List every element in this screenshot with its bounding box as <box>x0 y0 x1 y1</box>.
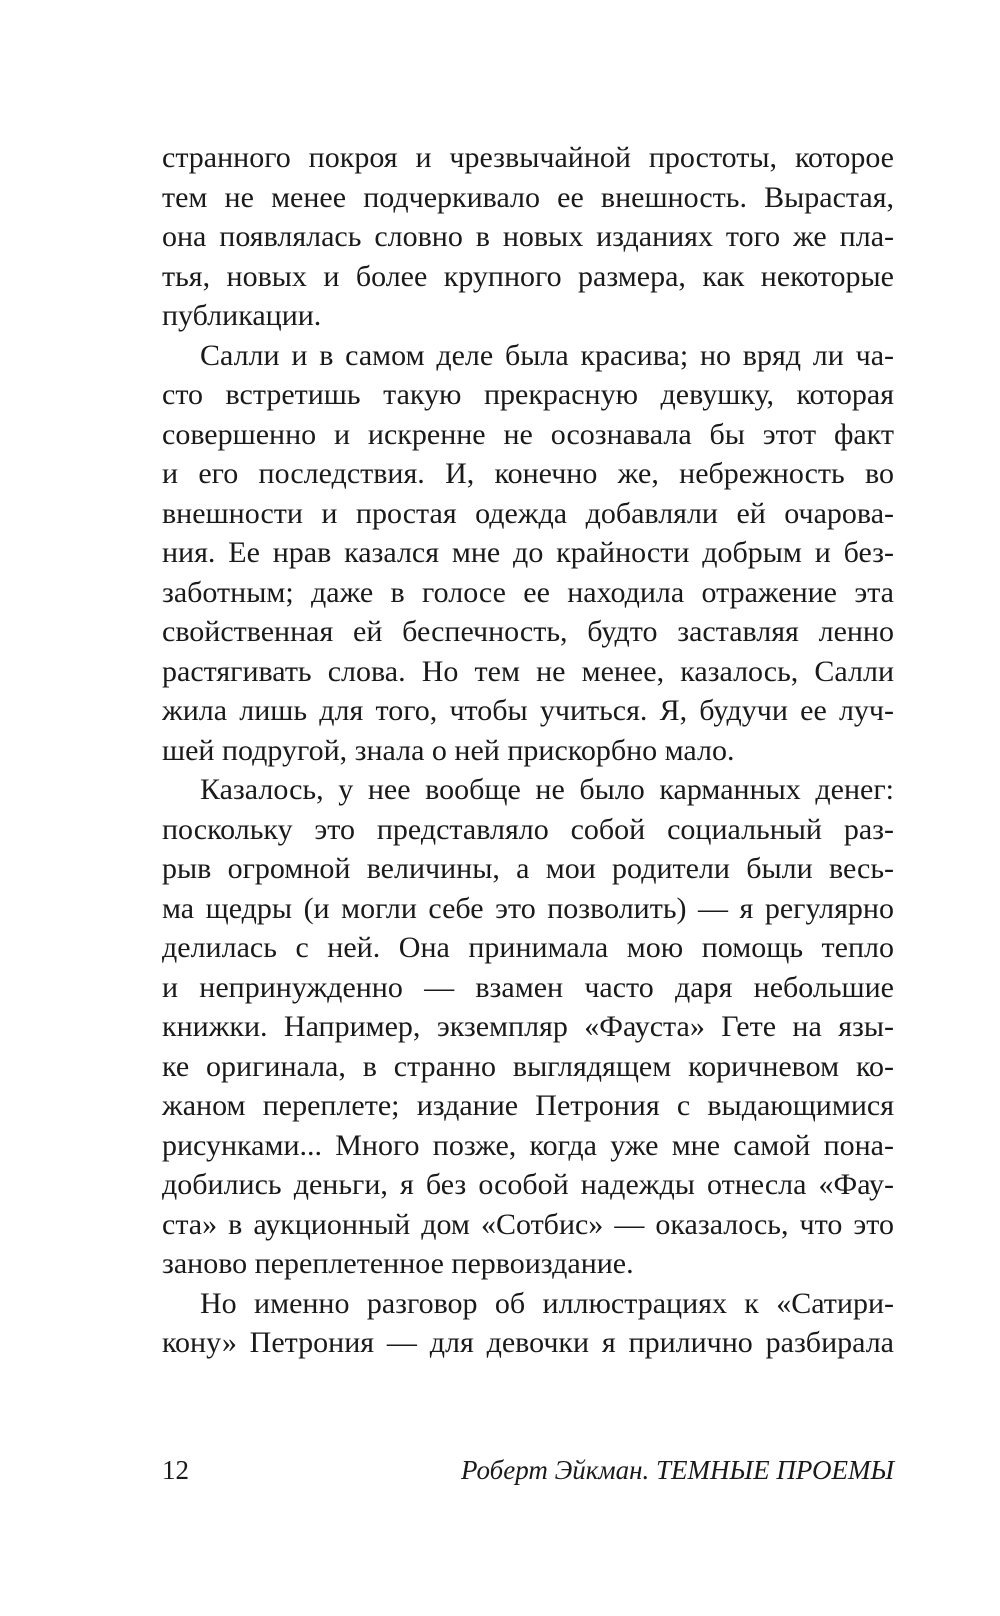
text-line: публикации. <box>162 299 322 332</box>
text-line: книжки. Например, экземпляр «Фауста» Гете на язы- <box>162 1010 894 1043</box>
text-line: Казалось, у нее вообще не было карманных денег: <box>200 773 894 806</box>
text-line: свойственная ей беспечность, будто заставляя ленно <box>162 615 894 648</box>
text-line: внешности и простая одежда добавляли ей очарова- <box>162 496 894 530</box>
text-line: тем не менее подчеркивало ее внешность. Вырастая, <box>162 180 894 214</box>
text-line: она появлялась словно в новых изданиях того же пла- <box>162 220 894 253</box>
text-line: жила лишь для того, чтобы учиться. Я, будучи ее луч- <box>162 694 894 727</box>
text-line: Но именно разговор об иллюстрациях к «Сатири- <box>200 1286 894 1320</box>
text-line: шей подругой, знала о ней прискорбно мало. <box>162 733 735 767</box>
paragraph-4 <box>162 1284 894 1363</box>
text-line: рыв огромной величины, а мои родители были весь- <box>162 852 894 885</box>
text-line: растягивать слова. Но тем не менее, казалось, Салли <box>162 654 894 688</box>
text-line: и непринужденно — взамен часто даря небольшие <box>162 970 894 1004</box>
paragraph-2 <box>162 336 894 771</box>
text-line: совершенно и искренне не осознавала бы этот факт <box>162 417 894 451</box>
body-text <box>162 138 894 1363</box>
text-line: тья, новых и более крупного размера, как некоторые <box>162 259 894 293</box>
page-number: 12 <box>162 1455 189 1485</box>
text-line: и его последствия. И, конечно же, небрежность во <box>162 457 894 490</box>
text-line: Салли и в самом деле была красива; но вряд ли ча- <box>200 338 894 372</box>
text-line: рисунками... Много позже, когда уже мне самой пона- <box>162 1128 894 1162</box>
text-line: делилась с ней. Она принимала мою помощь тепло <box>162 931 894 964</box>
text-line: ния. Ее нрав казался мне до крайности добрым и без- <box>162 536 894 569</box>
text-line: добились деньги, я без особой надежды отнесла «Фау- <box>162 1168 894 1201</box>
running-head: Роберт Эйкман. ТЕМНЫЕ ПРОЕМЫ <box>460 1455 894 1485</box>
text-line: сто встретишь такую прекрасную девушку, которая <box>162 378 894 411</box>
text-line: поскольку это представляло собой социальный раз- <box>162 812 894 846</box>
text-line: ста» в аукционный дом «Сотбис» — оказалось, что это <box>162 1207 894 1241</box>
text-line: жаном переплете; издание Петрония с выдающимися <box>162 1089 894 1122</box>
text-line: странного покроя и чрезвычайной простоты, которое <box>162 141 894 174</box>
text-line: заново переплетенное первоиздание. <box>162 1247 634 1280</box>
text-line: ке оригинала, в странно выглядящем коричневом ко- <box>162 1049 894 1083</box>
text-line: кону» Петрония — для девочки я прилично разбирала <box>162 1326 894 1359</box>
text-line: заботным; даже в голосе ее находила отражение эта <box>162 575 894 609</box>
paragraph-3 <box>162 770 894 1284</box>
paragraph-1 <box>162 138 894 336</box>
text-line: ма щедры (и могли себе это позволить) — я регулярно <box>162 891 894 925</box>
